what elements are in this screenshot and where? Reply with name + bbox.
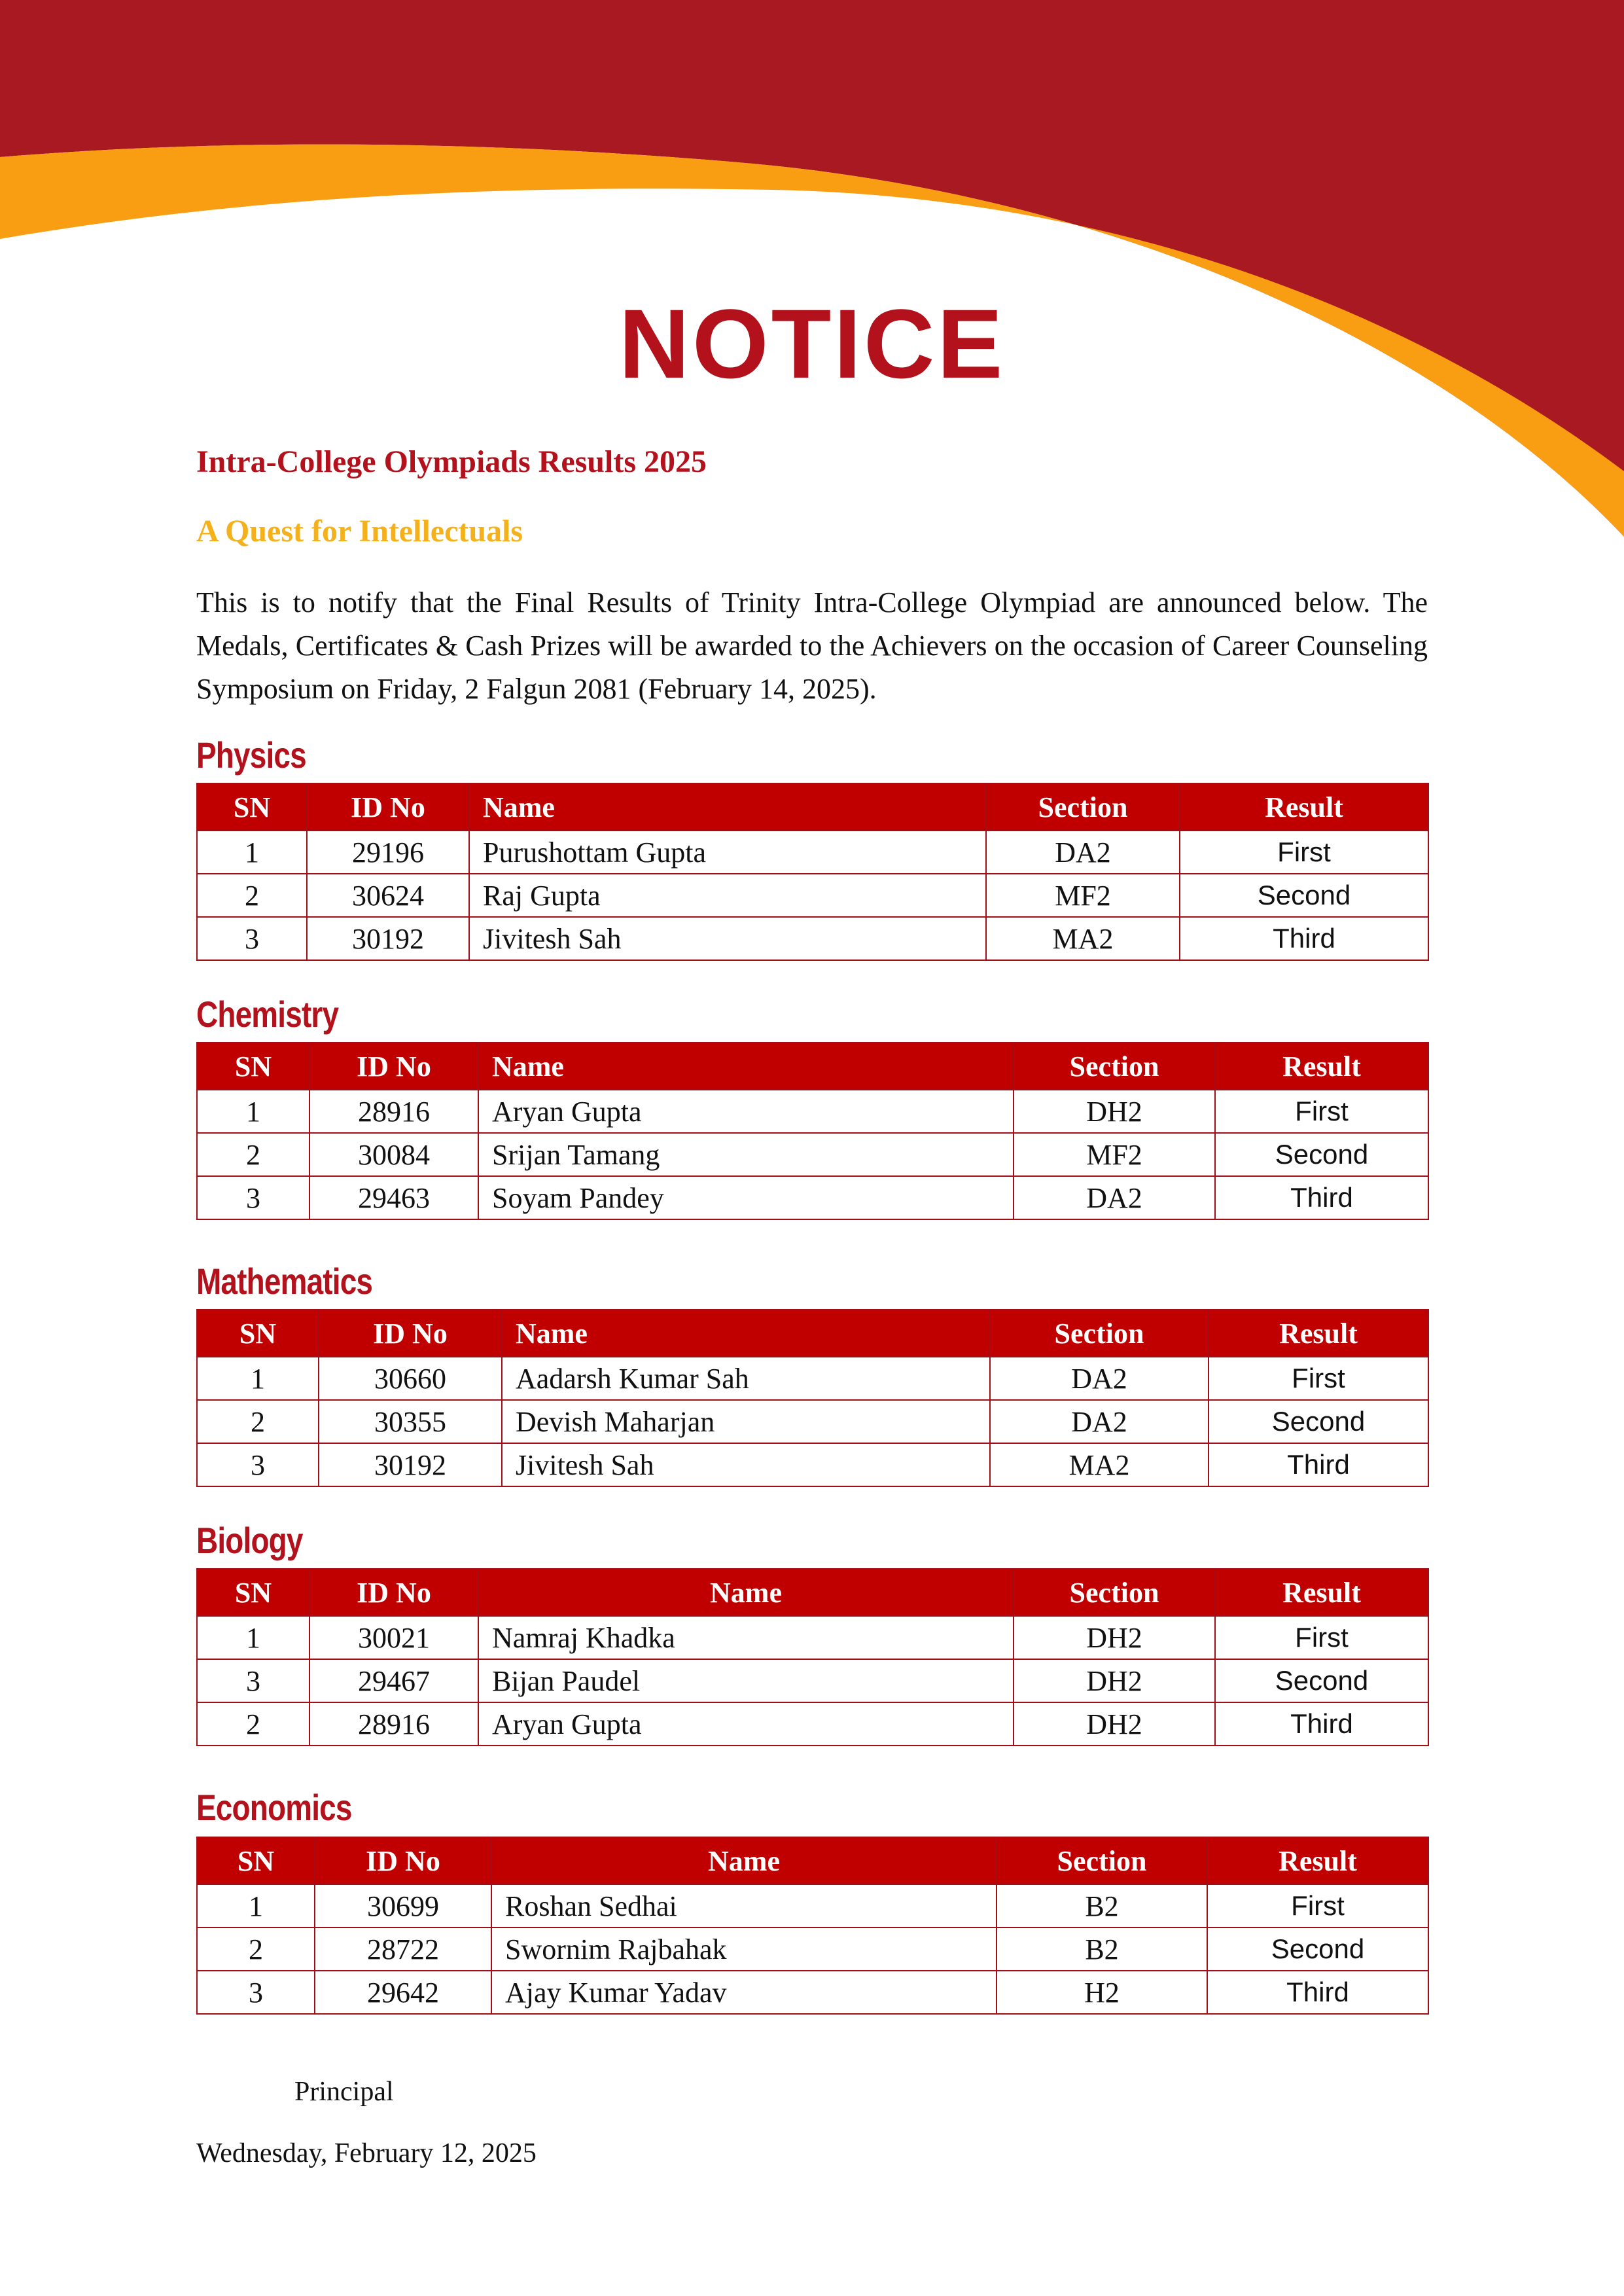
cell-name: Roshan Sedhai <box>491 1884 997 1928</box>
cell-result: First <box>1215 1090 1428 1133</box>
col-sn: SN <box>197 1043 309 1090</box>
cell-sn: 1 <box>197 1884 315 1928</box>
cell-result: Second <box>1180 874 1428 917</box>
cell-name: Jivitesh Sah <box>502 1443 990 1486</box>
results-table-mathematics <box>196 1309 1429 1487</box>
cell-section: DH2 <box>1014 1702 1215 1746</box>
col-result: Result <box>1207 1837 1428 1884</box>
cell-section: B2 <box>997 1884 1207 1928</box>
cell-section: MA2 <box>990 1443 1209 1486</box>
cell-name: Devish Maharjan <box>502 1400 990 1443</box>
cell-section: DH2 <box>1014 1616 1215 1659</box>
cell-id: 28916 <box>309 1702 478 1746</box>
subject-title-mathematics: Mathematics <box>196 1261 373 1302</box>
cell-id: 30355 <box>319 1400 502 1443</box>
results-table-economics <box>196 1837 1429 2015</box>
table-row <box>197 1090 1428 1133</box>
col-sn: SN <box>197 1837 315 1884</box>
cell-result: First <box>1209 1357 1428 1400</box>
col-name: Name <box>502 1310 990 1357</box>
table-row <box>197 1971 1428 2014</box>
table-row <box>197 1702 1428 1746</box>
cell-sn: 2 <box>197 1133 309 1176</box>
cell-sn: 2 <box>197 1928 315 1971</box>
results-heading: Intra-College Olympiads Results 2025 <box>196 444 707 479</box>
col-id: ID No <box>309 1043 478 1090</box>
col-id: ID No <box>307 783 469 831</box>
cell-name: Aryan Gupta <box>478 1702 1014 1746</box>
table-header-row <box>197 1837 1428 1884</box>
table-row <box>197 1928 1428 1971</box>
cell-section: DH2 <box>1014 1659 1215 1702</box>
col-section: Section <box>1014 1569 1215 1616</box>
cell-result: Second <box>1207 1928 1428 1971</box>
cell-sn: 1 <box>197 1616 309 1659</box>
table-row <box>197 917 1428 960</box>
cell-section: MA2 <box>986 917 1180 960</box>
col-id: ID No <box>315 1837 491 1884</box>
cell-name: Raj Gupta <box>469 874 986 917</box>
cell-sn: 1 <box>197 831 307 874</box>
results-table-chemistry <box>196 1042 1429 1220</box>
cell-sn: 3 <box>197 1659 309 1702</box>
cell-id: 28722 <box>315 1928 491 1971</box>
table-row <box>197 1400 1428 1443</box>
cell-sn: 2 <box>197 874 307 917</box>
cell-section: H2 <box>997 1971 1207 2014</box>
table-row <box>197 1443 1428 1486</box>
subject-title-chemistry: Chemistry <box>196 994 339 1035</box>
cell-sn: 3 <box>197 1443 319 1486</box>
cell-section: B2 <box>997 1928 1207 1971</box>
cell-section: DH2 <box>1014 1090 1215 1133</box>
table-row <box>197 1357 1428 1400</box>
cell-name: Swornim Rajbahak <box>491 1928 997 1971</box>
col-section: Section <box>990 1310 1209 1357</box>
cell-sn: 2 <box>197 1702 309 1746</box>
cell-sn: 1 <box>197 1357 319 1400</box>
cell-result: Second <box>1215 1659 1428 1702</box>
cell-name: Soyam Pandey <box>478 1176 1014 1219</box>
col-sn: SN <box>197 1569 309 1616</box>
table-row <box>197 874 1428 917</box>
cell-sn: 3 <box>197 1176 309 1219</box>
cell-id: 29467 <box>309 1659 478 1702</box>
col-result: Result <box>1215 1569 1428 1616</box>
table-header-row <box>197 1569 1428 1616</box>
col-result: Result <box>1215 1043 1428 1090</box>
cell-name: Aadarsh Kumar Sah <box>502 1357 990 1400</box>
table-row <box>197 1884 1428 1928</box>
col-name: Name <box>478 1569 1014 1616</box>
results-table-biology <box>196 1568 1429 1746</box>
notice-title: NOTICE <box>618 289 1006 399</box>
cell-result: Second <box>1215 1133 1428 1176</box>
cell-id: 30624 <box>307 874 469 917</box>
cell-section: DA2 <box>1014 1176 1215 1219</box>
cell-id: 30660 <box>319 1357 502 1400</box>
cell-name: Namraj Khadka <box>478 1616 1014 1659</box>
cell-section: MF2 <box>1014 1133 1215 1176</box>
cell-name: Aryan Gupta <box>478 1090 1014 1133</box>
table-row <box>197 1176 1428 1219</box>
col-sn: SN <box>197 1310 319 1357</box>
cell-name: Srijan Tamang <box>478 1133 1014 1176</box>
cell-sn: 2 <box>197 1400 319 1443</box>
intro-paragraph: This is to notify that the Final Results of Trinity Intra-College Olympiad are announced below. The Medals, Certificates & Cash Prizes will be awarded to the Achievers on the occasion of Career Counseling Symposium on Friday, 2 Falgun 2081 (February 14, 2025). <box>196 586 1428 705</box>
col-result: Result <box>1180 783 1428 831</box>
col-name: Name <box>478 1043 1014 1090</box>
cell-result: First <box>1215 1616 1428 1659</box>
cell-id: 30699 <box>315 1884 491 1928</box>
table-header-row <box>197 1310 1428 1357</box>
signatory: Principal <box>294 2077 394 2107</box>
cell-name: Ajay Kumar Yadav <box>491 1971 997 2014</box>
cell-sn: 3 <box>197 1971 315 2014</box>
cell-result: Third <box>1180 917 1428 960</box>
cell-result: Third <box>1207 1971 1428 2014</box>
subject-title-biology: Biology <box>196 1520 303 1561</box>
subject-title-physics: Physics <box>196 734 306 776</box>
results-table-physics <box>196 783 1429 961</box>
col-id: ID No <box>319 1310 502 1357</box>
cell-sn: 3 <box>197 917 307 960</box>
cell-id: 28916 <box>309 1090 478 1133</box>
cell-section: MF2 <box>986 874 1180 917</box>
cell-id: 30192 <box>319 1443 502 1486</box>
cell-id: 30192 <box>307 917 469 960</box>
cell-id: 30021 <box>309 1616 478 1659</box>
subject-title-economics: Economics <box>196 1787 352 1828</box>
table-header-row <box>197 1043 1428 1090</box>
col-sn: SN <box>197 783 307 831</box>
cell-name: Purushottam Gupta <box>469 831 986 874</box>
table-row <box>197 1659 1428 1702</box>
cell-section: DA2 <box>990 1400 1209 1443</box>
cell-name: Bijan Paudel <box>478 1659 1014 1702</box>
col-section: Section <box>986 783 1180 831</box>
cell-section: DA2 <box>990 1357 1209 1400</box>
cell-id: 29463 <box>309 1176 478 1219</box>
table-header-row <box>197 783 1428 831</box>
cell-id: 29196 <box>307 831 469 874</box>
cell-result: Third <box>1209 1443 1428 1486</box>
col-section: Section <box>1014 1043 1215 1090</box>
col-id: ID No <box>309 1569 478 1616</box>
cell-section: DA2 <box>986 831 1180 874</box>
cell-id: 30084 <box>309 1133 478 1176</box>
cell-result: Second <box>1209 1400 1428 1443</box>
table-row <box>197 1616 1428 1659</box>
col-result: Result <box>1209 1310 1428 1357</box>
cell-sn: 1 <box>197 1090 309 1133</box>
notice-date: Wednesday, February 12, 2025 <box>196 2138 537 2168</box>
cell-id: 29642 <box>315 1971 491 2014</box>
col-name: Name <box>469 783 986 831</box>
table-row <box>197 1133 1428 1176</box>
cell-result: First <box>1180 831 1428 874</box>
cell-name: Jivitesh Sah <box>469 917 986 960</box>
cell-result: Third <box>1215 1702 1428 1746</box>
col-name: Name <box>491 1837 997 1884</box>
results-subheading: A Quest for Intellectuals <box>196 514 523 548</box>
cell-result: First <box>1207 1884 1428 1928</box>
cell-result: Third <box>1215 1176 1428 1219</box>
col-section: Section <box>997 1837 1207 1884</box>
table-row <box>197 831 1428 874</box>
